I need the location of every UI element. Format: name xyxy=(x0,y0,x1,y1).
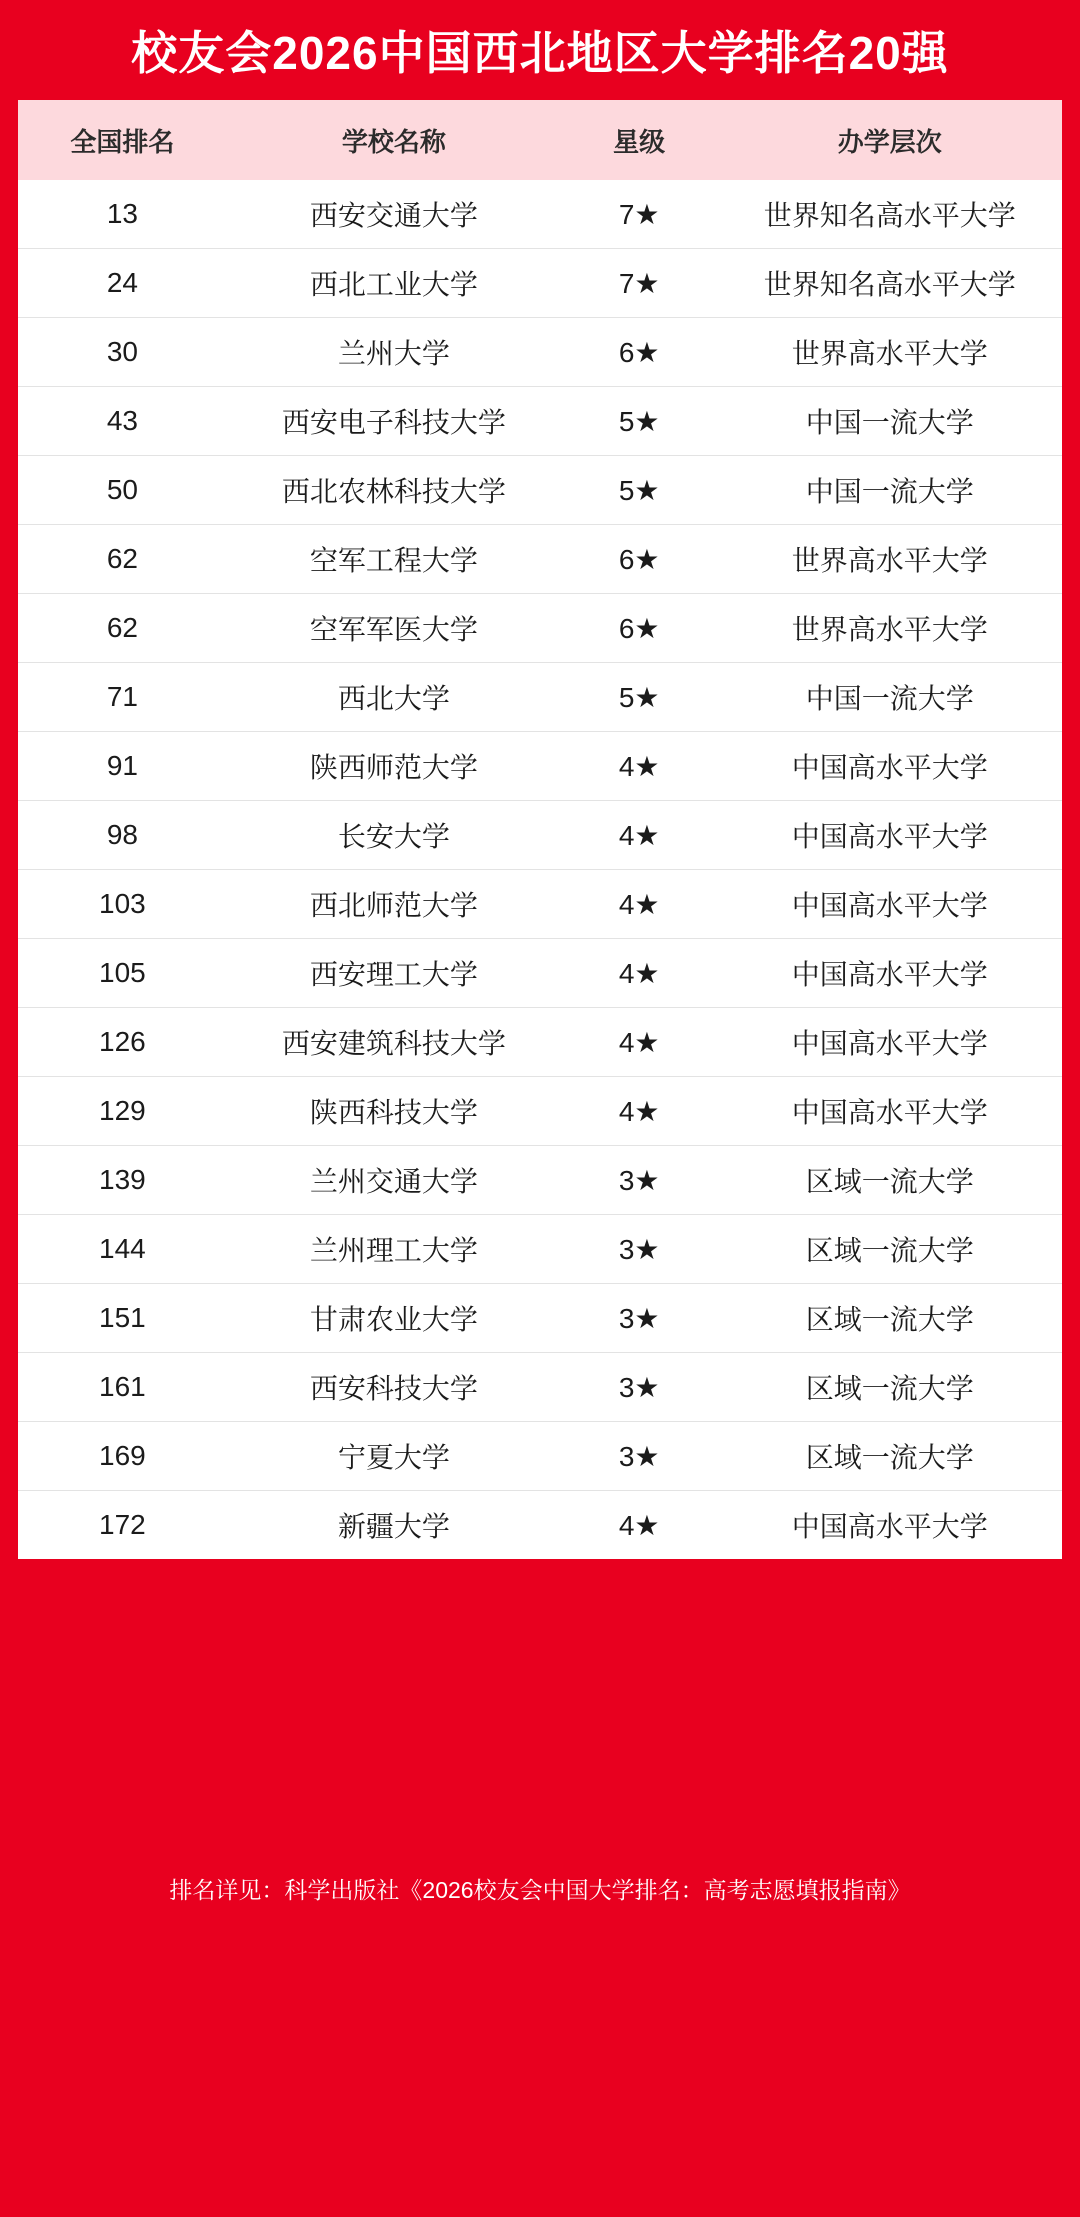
table-row xyxy=(18,732,1062,801)
cell-stars: 7★ xyxy=(561,249,718,318)
cell-rank: 161 xyxy=(18,1353,227,1422)
cell-school: 空军军医大学 xyxy=(227,594,561,663)
cell-stars: 3★ xyxy=(561,1215,718,1284)
cell-level: 世界知名高水平大学 xyxy=(717,249,1062,318)
column-header-rank: 全国排名 xyxy=(18,100,227,180)
cell-rank: 139 xyxy=(18,1146,227,1215)
cell-rank: 105 xyxy=(18,939,227,1008)
cell-rank: 91 xyxy=(18,732,227,801)
cell-school: 西北大学 xyxy=(227,663,561,732)
cell-level: 区域一流大学 xyxy=(717,1422,1062,1491)
cell-stars: 5★ xyxy=(561,387,718,456)
cell-level: 中国高水平大学 xyxy=(717,801,1062,870)
cell-rank: 43 xyxy=(18,387,227,456)
cell-rank: 50 xyxy=(18,456,227,525)
page-title-bar xyxy=(0,0,1080,100)
cell-stars: 6★ xyxy=(561,594,718,663)
cell-stars: 4★ xyxy=(561,939,718,1008)
cell-rank: 126 xyxy=(18,1008,227,1077)
cell-level: 世界高水平大学 xyxy=(717,594,1062,663)
table-row xyxy=(18,1353,1062,1422)
cell-stars: 3★ xyxy=(561,1422,718,1491)
cell-stars: 3★ xyxy=(561,1284,718,1353)
table-row xyxy=(18,525,1062,594)
table-row xyxy=(18,1146,1062,1215)
cell-level: 中国高水平大学 xyxy=(717,1491,1062,1560)
column-header-level: 办学层次 xyxy=(717,100,1062,180)
ranking-table xyxy=(18,100,1062,1559)
table-row xyxy=(18,318,1062,387)
cell-school: 兰州交通大学 xyxy=(227,1146,561,1215)
table-row xyxy=(18,870,1062,939)
table-row xyxy=(18,180,1062,249)
cell-school: 西北师范大学 xyxy=(227,870,561,939)
table-row xyxy=(18,939,1062,1008)
table-row xyxy=(18,387,1062,456)
cell-rank: 129 xyxy=(18,1077,227,1146)
table-row xyxy=(18,1215,1062,1284)
cell-school: 甘肃农业大学 xyxy=(227,1284,561,1353)
cell-school: 新疆大学 xyxy=(227,1491,561,1560)
cell-rank: 98 xyxy=(18,801,227,870)
column-header-school: 学校名称 xyxy=(227,100,561,180)
cell-level: 世界高水平大学 xyxy=(717,525,1062,594)
cell-level: 区域一流大学 xyxy=(717,1215,1062,1284)
table-row xyxy=(18,1491,1062,1560)
cell-stars: 3★ xyxy=(561,1146,718,1215)
table-body xyxy=(18,180,1062,1559)
cell-level: 中国高水平大学 xyxy=(717,939,1062,1008)
cell-school: 西安交通大学 xyxy=(227,180,561,249)
cell-school: 长安大学 xyxy=(227,801,561,870)
cell-rank: 172 xyxy=(18,1491,227,1560)
cell-rank: 144 xyxy=(18,1215,227,1284)
cell-rank: 62 xyxy=(18,594,227,663)
cell-school: 西安科技大学 xyxy=(227,1353,561,1422)
table-header xyxy=(18,100,1062,180)
table-row xyxy=(18,456,1062,525)
table-row xyxy=(18,1077,1062,1146)
cell-level: 区域一流大学 xyxy=(717,1146,1062,1215)
table-header-row xyxy=(18,100,1062,180)
cell-school: 西安建筑科技大学 xyxy=(227,1008,561,1077)
cell-school: 陕西师范大学 xyxy=(227,732,561,801)
cell-stars: 4★ xyxy=(561,1008,718,1077)
cell-level: 世界知名高水平大学 xyxy=(717,180,1062,249)
cell-level: 中国高水平大学 xyxy=(717,1008,1062,1077)
cell-school: 陕西科技大学 xyxy=(227,1077,561,1146)
table-row xyxy=(18,594,1062,663)
cell-stars: 4★ xyxy=(561,870,718,939)
cell-stars: 5★ xyxy=(561,663,718,732)
cell-level: 中国一流大学 xyxy=(717,663,1062,732)
cell-school: 空军工程大学 xyxy=(227,525,561,594)
cell-level: 区域一流大学 xyxy=(717,1353,1062,1422)
ranking-table-container xyxy=(18,100,1062,1559)
cell-level: 世界高水平大学 xyxy=(717,318,1062,387)
footer xyxy=(0,1559,1080,2217)
cell-stars: 3★ xyxy=(561,1353,718,1422)
cell-rank: 103 xyxy=(18,870,227,939)
cell-stars: 5★ xyxy=(561,456,718,525)
cell-rank: 151 xyxy=(18,1284,227,1353)
cell-level: 区域一流大学 xyxy=(717,1284,1062,1353)
footer-note: 排名详见：科学出版社《2026校友会中国大学排名：高考志愿填报指南》 xyxy=(169,1876,911,1903)
table-row xyxy=(18,801,1062,870)
cell-level: 中国高水平大学 xyxy=(717,870,1062,939)
cell-school: 西北农林科技大学 xyxy=(227,456,561,525)
table-row xyxy=(18,249,1062,318)
cell-rank: 169 xyxy=(18,1422,227,1491)
table-row xyxy=(18,1008,1062,1077)
cell-stars: 7★ xyxy=(561,180,718,249)
cell-stars: 4★ xyxy=(561,1491,718,1560)
cell-rank: 13 xyxy=(18,180,227,249)
cell-stars: 6★ xyxy=(561,318,718,387)
cell-rank: 30 xyxy=(18,318,227,387)
page-title: 校友会2026中国西北地区大学排名20强 xyxy=(131,27,949,79)
cell-rank: 24 xyxy=(18,249,227,318)
cell-school: 宁夏大学 xyxy=(227,1422,561,1491)
cell-school: 兰州理工大学 xyxy=(227,1215,561,1284)
cell-stars: 4★ xyxy=(561,801,718,870)
cell-level: 中国高水平大学 xyxy=(717,1077,1062,1146)
cell-level: 中国高水平大学 xyxy=(717,732,1062,801)
cell-stars: 4★ xyxy=(561,732,718,801)
cell-school: 西安理工大学 xyxy=(227,939,561,1008)
cell-school: 西北工业大学 xyxy=(227,249,561,318)
cell-stars: 6★ xyxy=(561,525,718,594)
cell-stars: 4★ xyxy=(561,1077,718,1146)
table-row xyxy=(18,1422,1062,1491)
table-row xyxy=(18,663,1062,732)
cell-rank: 71 xyxy=(18,663,227,732)
cell-level: 中国一流大学 xyxy=(717,456,1062,525)
column-header-stars: 星级 xyxy=(561,100,718,180)
cell-rank: 62 xyxy=(18,525,227,594)
table-row xyxy=(18,1284,1062,1353)
cell-level: 中国一流大学 xyxy=(717,387,1062,456)
cell-school: 西安电子科技大学 xyxy=(227,387,561,456)
cell-school: 兰州大学 xyxy=(227,318,561,387)
